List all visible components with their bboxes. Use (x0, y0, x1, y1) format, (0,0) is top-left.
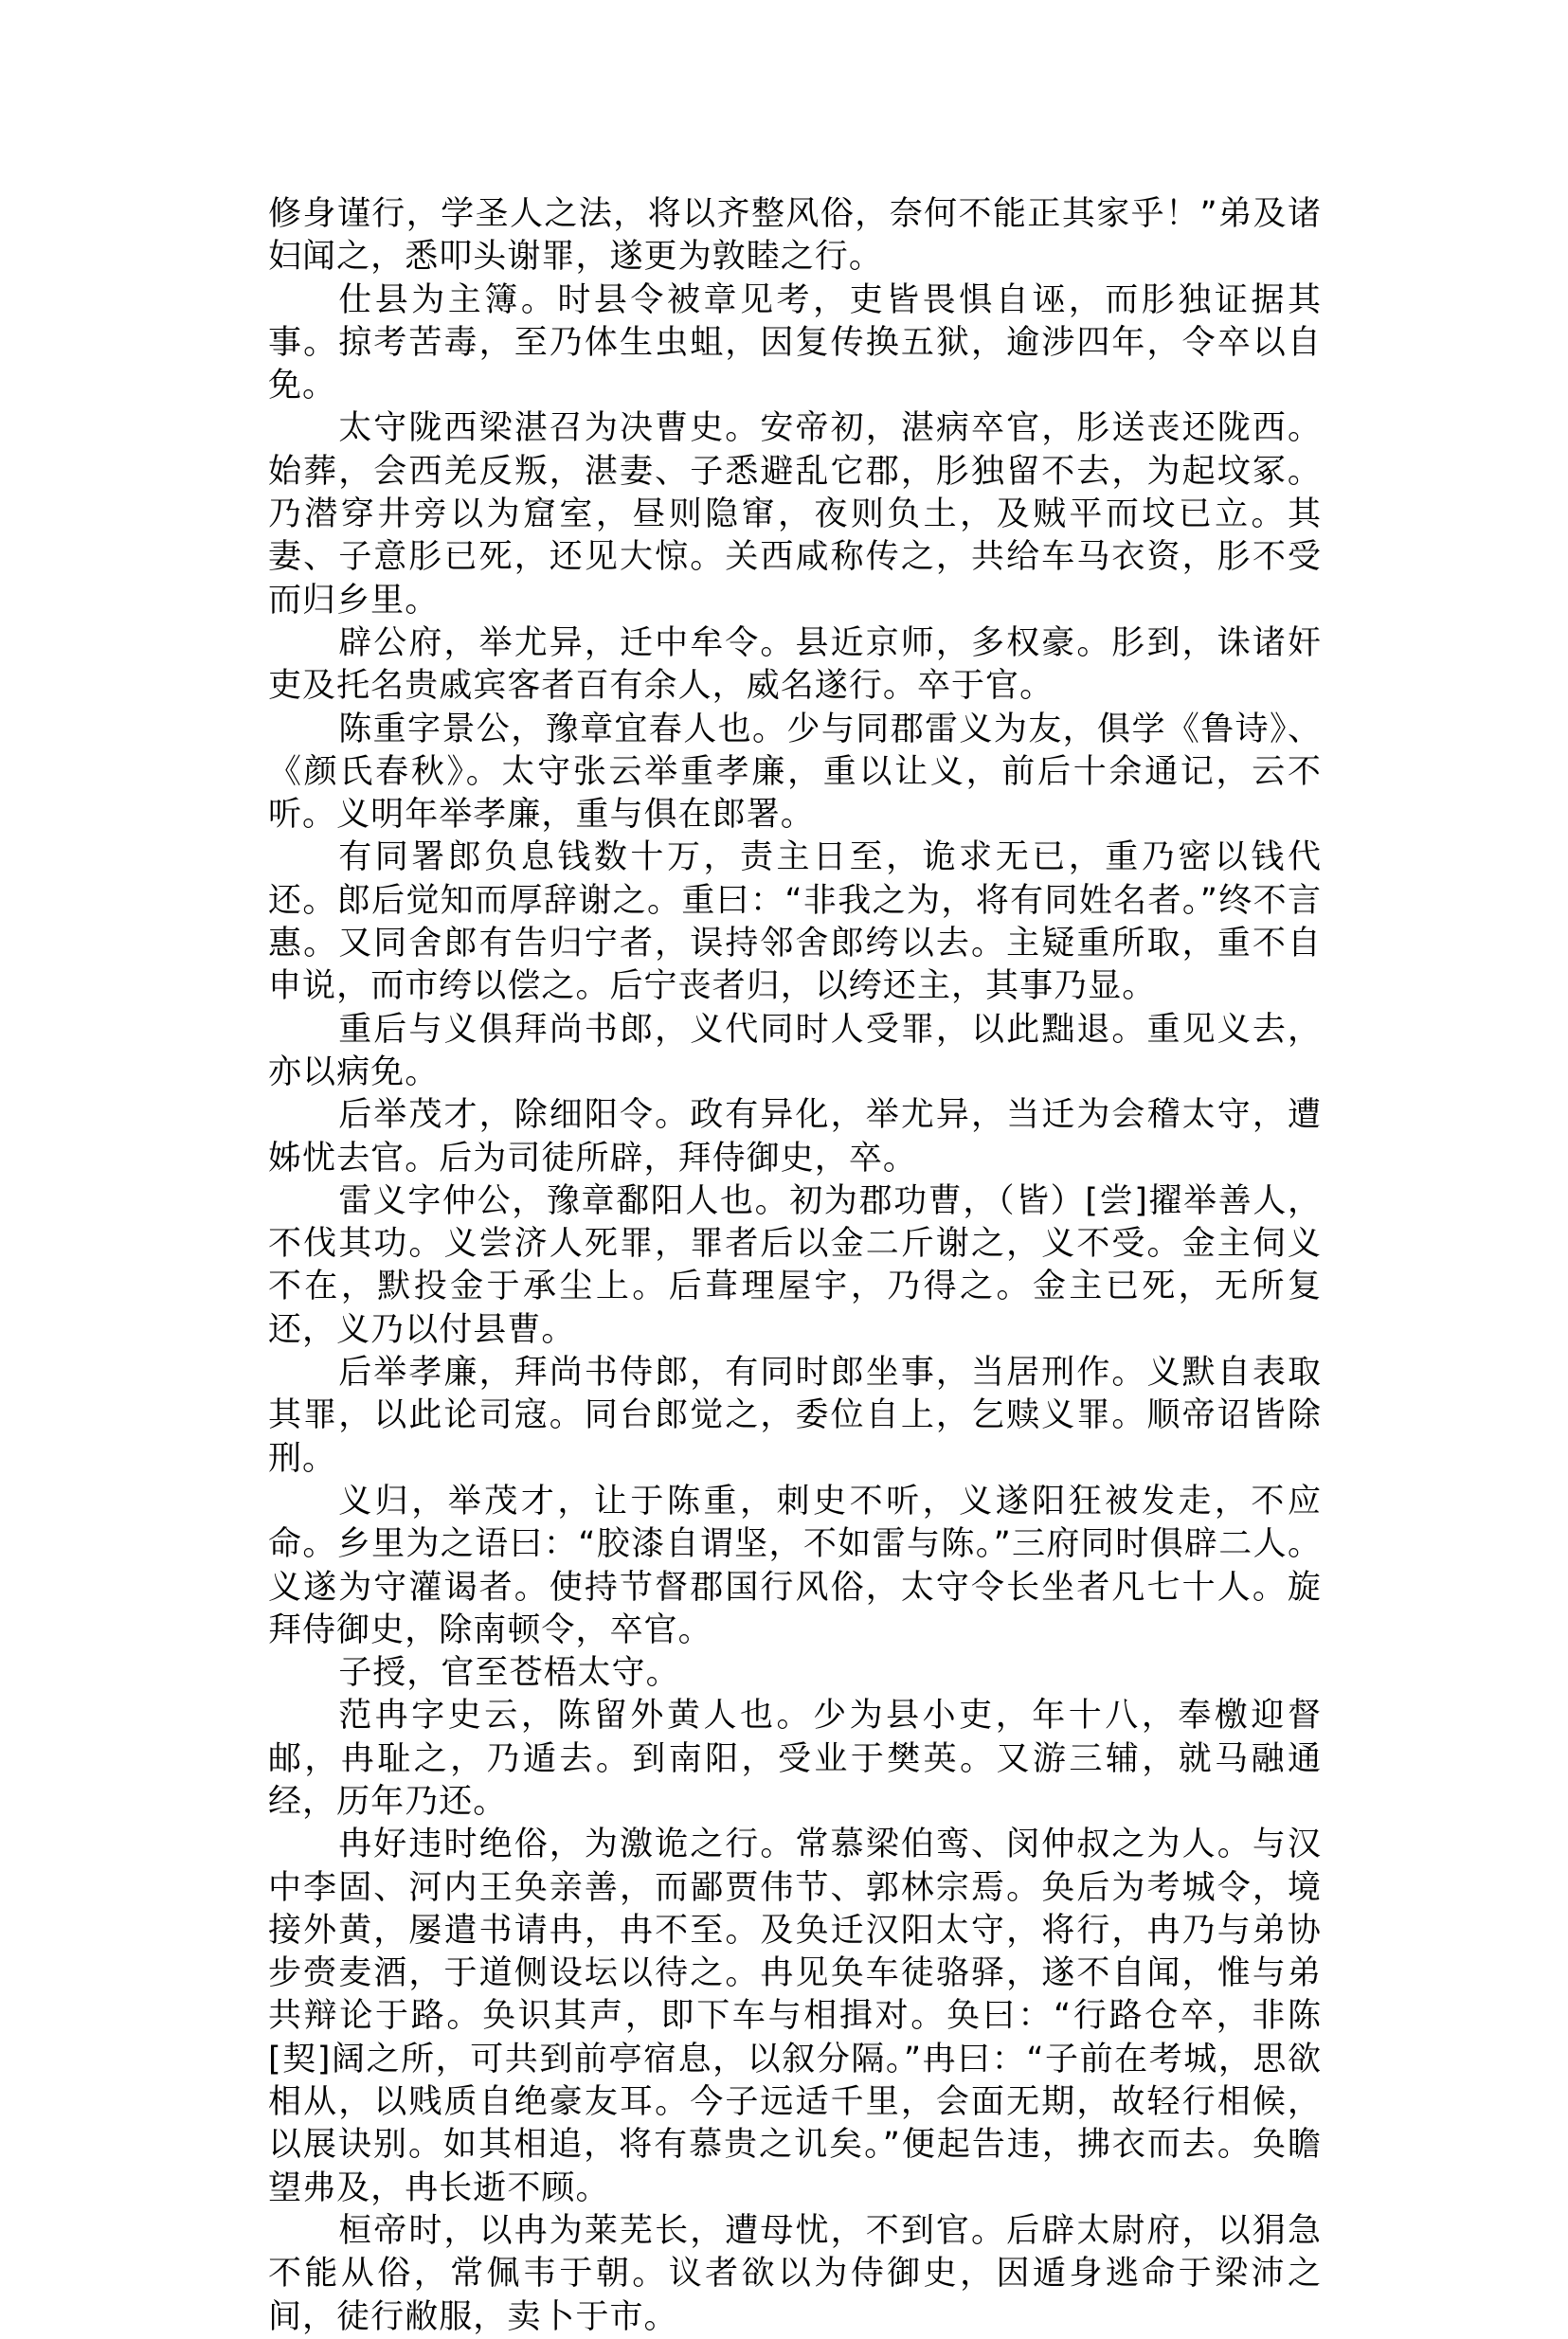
paragraph: 义归，举茂才，让于陈重，刺史不听，义遂阳狂被发走，不应命。乡里为之语曰：“胶漆自谓坚，不如雷与陈。”三府同时俱辟二人。义遂为守灌谒者。使持节督郡国行风俗，太守令长坐者凡七十人。旋拜侍御史，除南顿令，卒官。 (268, 1482, 1322, 1649)
paragraph: 仕县为主簿。时县令被章见考，吏皆畏惧自诬，而肜独证据其事。掠考苦毒，至乃体生虫蛆，因复传换五狱，逾涉四年，令卒以自免。 (268, 280, 1322, 405)
document-page (268, 193, 1322, 2339)
paragraph: 有同署郎负息钱数十万，责主日至，诡求无已，重乃密以钱代还。郎后觉知而厚辞谢之。重曰：“非我之为，将有同姓名者。”终不言惠。又同舍郎有告归宁者，误持邻舍郎绔以去。主疑重所取，重不自申说，而市绔以偿之。后宁丧者归，以绔还主，其事乃显。 (268, 838, 1322, 1006)
paragraph: 陈重字景公，豫章宜春人也。少与同郡雷义为友，俱学《鲁诗》、《颜氏春秋》。太守张云举重孝廉，重以让义，前后十余通记，云不听。义明年举孝廉，重与俱在郎署。 (268, 710, 1322, 835)
paragraph: 子授，官至苍梧太守。 (338, 1654, 680, 1693)
paragraph: 桓帝时，以冉为莱芜长，遭母忧，不到官。后辟太尉府，以狷急不能从俗，常佩韦于朝。议者欲以为侍御史，因遁身逃命于梁沛之间，徒行敝服，卖卜于市。 (268, 2211, 1322, 2336)
paragraph: 太守陇西梁湛召为决曹史。安帝初，湛病卒官，肜送丧还陇西。始葬，会西羌反叛，湛妻、子悉避乱它郡，肜独留不去，为起坟冢。乃潜穿井旁以为窟室，昼则隐窜，夜则负土，及贼平而坟已立。其妻、子意肜已死，还见大惊。关西咸称传之，共给车马衣资，肜不受而归乡里。 (268, 409, 1322, 620)
paragraph: 辟公府，举尤异，迁中牟令。县近京师，多权豪。肜到，诛诸奸吏及托名贵戚宾客者百有余人，威名遂行。卒于官。 (268, 623, 1322, 706)
paragraph: 冉好违时绝俗，为激诡之行。常慕梁伯鸾、闵仲叔之为人。与汉中李固、河内王奂亲善，而鄙贾伟节、郭林宗焉。奂后为考城令，境接外黄，屡遣书请冉，冉不至。及奂迁汉阳太守，将行，冉乃与弟协步赍麦酒，于道侧设坛以待之。冉见奂车徒骆驿，遂不自闻，惟与弟共辩论于路。奂识其声，即下车与相揖对。奂曰：“行路仓卒，非陈[契]阔之所，可共到前亭宿息，以叙分隔。”冉曰：“子前在考城，思欲相从，以贱质自绝豪友耳。今子远适千里，会面无期，故轻行相候，以展诀别。如其相追，将有慕贵之讥矣。”便起告违，拂衣而去。奂瞻望弗及，冉长逝不顾。 (268, 1826, 1322, 2207)
paragraph: 后举孝廉，拜尚书侍郎，有同时郎坐事，当居刑作。义默自表取其罪，以此论司寇。同台郎觉之，委位自上，乞赎义罪。顺帝诏皆除刑。 (268, 1354, 1322, 1478)
paragraph: 重后与义俱拜尚书郎，义代同时人受罪，以此黜退。重见义去，亦以病免。 (268, 1010, 1322, 1091)
paragraph: 范冉字史云，陈留外黄人也。少为县小吏，年十八，奉檄迎督邮，冉耻之，乃遁去。到南阳，受业于樊英。又游三辅，就马融通经，历年乃还。 (268, 1697, 1322, 1821)
paragraph: 后举茂才，除细阳令。政有异化，举尤异，当迁为会稽太守，遭姊忧去官。后为司徒所辟，拜侍御史，卒。 (268, 1096, 1322, 1178)
paragraph: 雷义字仲公，豫章鄱阳人也。初为郡功曹，（皆）[尝]擢举善人，不伐其功。义尝济人死罪，罪者后以金二斤谢之，义不受。金主伺义不在，默投金于承尘上。后葺理屋宇，乃得之。金主已死，无所复还，义乃以付县曹。 (268, 1181, 1322, 1349)
paragraph-continuation: 修身谨行，学圣人之法，将以齐整风俗，奈何不能正其家乎！”弟及诸妇闻之，悉叩头谢罪，遂更为敦睦之行。 (268, 195, 1322, 277)
